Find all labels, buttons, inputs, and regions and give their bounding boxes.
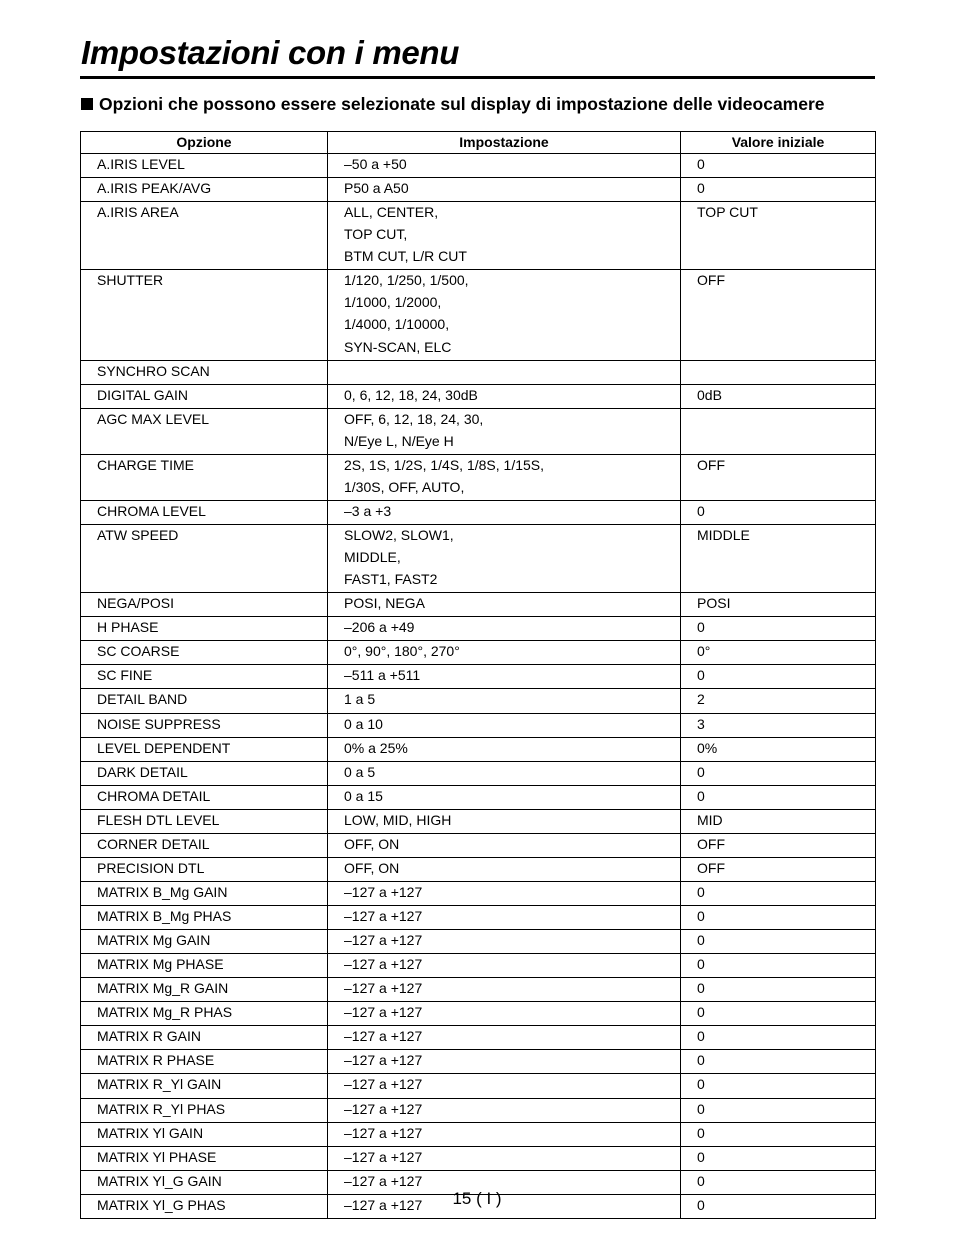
cell-setting: [328, 906, 681, 930]
table-row: [81, 270, 876, 360]
cell-setting: [328, 360, 681, 384]
setting-line: –127 a +127: [344, 1124, 423, 1141]
cell-setting: [328, 930, 681, 954]
cell-default: [681, 1122, 876, 1146]
table-row: [81, 954, 876, 978]
default-text: 0: [697, 1076, 705, 1093]
setting-line: –206 a +49: [344, 619, 415, 636]
setting-line: 1/120, 1/250, 1/500,: [344, 272, 469, 289]
option-text: MATRIX R GAIN: [97, 1028, 201, 1045]
setting-line: –127 a +127: [344, 980, 423, 997]
cell-setting: [328, 178, 681, 202]
cell-default: [681, 384, 876, 408]
option-text: MATRIX Mg_R PHAS: [97, 1004, 233, 1021]
cell-default: [681, 525, 876, 593]
option-text: MATRIX Mg PHASE: [97, 956, 224, 973]
table-row: [81, 154, 876, 178]
cell-setting: [328, 1146, 681, 1170]
table-row: [81, 1122, 876, 1146]
cell-option: [81, 154, 328, 178]
option-text: SC FINE: [97, 667, 153, 684]
cell-setting: [328, 785, 681, 809]
cell-default: [681, 454, 876, 500]
cell-default: [681, 833, 876, 857]
default-text: 0dB: [697, 386, 722, 403]
option-text: MATRIX Yl GAIN: [97, 1124, 204, 1141]
option-text: SHUTTER: [97, 272, 164, 289]
cell-default: [681, 1050, 876, 1074]
cell-option: [81, 857, 328, 881]
default-text: 0: [697, 1196, 705, 1213]
option-text: DETAIL BAND: [97, 691, 188, 708]
cell-default: [681, 930, 876, 954]
title-rule: [80, 76, 875, 79]
cell-default: [681, 1146, 876, 1170]
cell-setting: [328, 154, 681, 178]
table-body: [81, 154, 876, 1219]
default-text: 0: [697, 1004, 705, 1021]
setting-line: MIDDLE,: [344, 549, 401, 566]
option-text: A.IRIS AREA: [97, 204, 179, 221]
default-text: MID: [697, 811, 723, 828]
default-text: [697, 362, 875, 384]
cell-default: [681, 154, 876, 178]
cell-option: [81, 593, 328, 617]
cell-option: [81, 833, 328, 857]
cell-option: [81, 1050, 328, 1074]
cell-option: [81, 1146, 328, 1170]
table-row: [81, 833, 876, 857]
cell-option: [81, 1026, 328, 1050]
cell-default: [681, 270, 876, 360]
cell-option: [81, 641, 328, 665]
option-text: FLESH DTL LEVEL: [97, 811, 220, 828]
setting-line: –127 a +127: [344, 1100, 423, 1117]
cell-option: [81, 954, 328, 978]
default-text: 0: [697, 1052, 705, 1069]
option-text: A.IRIS PEAK/AVG: [97, 180, 212, 197]
default-text: TOP CUT: [697, 204, 758, 221]
table-row: [81, 525, 876, 593]
default-text: 0: [697, 908, 705, 924]
option-text: CHROMA DETAIL: [97, 787, 211, 804]
setting-line: –127 a +127: [344, 1076, 423, 1093]
cell-option: [81, 737, 328, 761]
option-text: MATRIX Yl_G GAIN: [97, 1172, 222, 1189]
cell-option: [81, 1002, 328, 1026]
settings-table: [80, 131, 876, 1219]
default-text: 0: [697, 956, 705, 973]
cell-default: [681, 500, 876, 524]
cell-default: [681, 202, 876, 270]
cell-setting: [328, 761, 681, 785]
default-text: OFF: [697, 859, 725, 876]
cell-default: [681, 689, 876, 713]
table-row: [81, 1074, 876, 1098]
cell-setting: [328, 881, 681, 905]
cell-option: [81, 384, 328, 408]
cell-option: [81, 202, 328, 270]
option-text: H PHASE: [97, 619, 159, 636]
cell-default: [681, 761, 876, 785]
setting-line: 2S, 1S, 1/2S, 1/4S, 1/8S, 1/15S,: [344, 456, 545, 473]
setting-line: 0 a 10: [344, 715, 383, 732]
cell-setting: [328, 202, 681, 270]
setting-line: –127 a +127: [344, 1028, 423, 1045]
setting-line: –3 a +3: [344, 502, 392, 519]
cell-default: [681, 954, 876, 978]
default-text: 0%: [697, 739, 718, 756]
cell-setting: [328, 978, 681, 1002]
setting-line: LOW, MID, HIGH: [344, 811, 452, 828]
option-text: NEGA/POSI: [97, 595, 175, 612]
table-row: [81, 641, 876, 665]
cell-setting: [328, 689, 681, 713]
setting-line: SYN-SCAN, ELC: [344, 338, 452, 355]
cell-option: [81, 713, 328, 737]
option-text: NOISE SUPPRESS: [97, 715, 221, 732]
table-row: [81, 1026, 876, 1050]
cell-default: [681, 360, 876, 384]
default-text: 0: [697, 156, 705, 172]
cell-default: [681, 641, 876, 665]
table-row: [81, 809, 876, 833]
cell-setting: [328, 270, 681, 360]
cell-setting: [328, 1002, 681, 1026]
table-row: [81, 689, 876, 713]
table-row: [81, 202, 876, 270]
cell-option: [81, 500, 328, 524]
table-row: [81, 408, 876, 454]
setting-line: FAST1, FAST2: [344, 571, 438, 588]
square-bullet-icon: [81, 98, 93, 110]
setting-line: P50 a A50: [344, 180, 409, 197]
cell-default: [681, 785, 876, 809]
default-text: 0: [697, 180, 705, 197]
default-text: 0: [697, 502, 705, 519]
cell-setting: [328, 665, 681, 689]
cell-option: [81, 178, 328, 202]
default-text: 0: [697, 763, 705, 780]
table-header-row: [81, 132, 876, 154]
option-text: MATRIX R_Yl GAIN: [97, 1076, 222, 1093]
cell-setting: [328, 1026, 681, 1050]
cell-setting: [328, 384, 681, 408]
default-text: OFF: [697, 835, 725, 852]
setting-line: –127 a +127: [344, 908, 423, 924]
setting-line: ALL, CENTER,: [344, 204, 439, 221]
cell-option: [81, 906, 328, 930]
setting-line: OFF, ON: [344, 859, 400, 876]
option-text: MATRIX Mg GAIN: [97, 932, 211, 949]
option-text: MATRIX R_Yl PHAS: [97, 1100, 226, 1117]
setting-line: –127 a +127: [344, 1172, 423, 1189]
setting-line: 0, 6, 12, 18, 24, 30dB: [344, 386, 478, 403]
option-text: CHARGE TIME: [97, 456, 194, 473]
cell-default: [681, 665, 876, 689]
default-text: 2: [697, 691, 705, 708]
cell-option: [81, 525, 328, 593]
option-text: MATRIX B_Mg PHAS: [97, 908, 232, 924]
setting-line: –127 a +127: [344, 932, 423, 949]
table-row: [81, 906, 876, 930]
table-row: [81, 360, 876, 384]
default-text: 3: [697, 715, 705, 732]
default-text: 0: [697, 1148, 705, 1165]
option-text: DARK DETAIL: [97, 763, 188, 780]
option-text: CORNER DETAIL: [97, 835, 210, 852]
cell-option: [81, 689, 328, 713]
setting-line: 0°, 90°, 180°, 270°: [344, 643, 460, 660]
cell-option: [81, 617, 328, 641]
setting-line: 1/1000, 1/2000,: [344, 294, 442, 311]
table-row: [81, 1146, 876, 1170]
option-text: DIGITAL GAIN: [97, 386, 189, 403]
cell-setting: [328, 525, 681, 593]
cell-setting: [328, 500, 681, 524]
cell-option: [81, 408, 328, 454]
cell-default: [681, 881, 876, 905]
cell-option: [81, 1074, 328, 1098]
setting-line: BTM CUT, L/R CUT: [344, 248, 467, 265]
section-heading: [81, 93, 825, 115]
table-row: [81, 500, 876, 524]
option-text: MATRIX Yl_G PHAS: [97, 1196, 226, 1213]
cell-default: [681, 408, 876, 454]
default-text: 0: [697, 787, 705, 804]
cell-setting: [328, 737, 681, 761]
setting-line: 1/30S, OFF, AUTO,: [344, 478, 465, 495]
setting-line: SLOW2, SLOW1,: [344, 527, 454, 543]
cell-default: [681, 1026, 876, 1050]
section-heading-text: Opzioni che possono essere selezionate sul display di impostazione delle videocamere: [99, 94, 825, 114]
setting-line: –127 a +127: [344, 1196, 423, 1213]
option-text: MATRIX R PHASE: [97, 1052, 215, 1069]
option-text: AGC MAX LEVEL: [97, 410, 210, 427]
table-row: [81, 617, 876, 641]
setting-line: 0% a 25%: [344, 739, 408, 756]
table-row: [81, 881, 876, 905]
table-row: [81, 1050, 876, 1074]
cell-setting: [328, 408, 681, 454]
table-row: [81, 454, 876, 500]
cell-default: [681, 593, 876, 617]
cell-setting: [328, 454, 681, 500]
table-row: [81, 737, 876, 761]
option-text: MATRIX B_Mg GAIN: [97, 883, 228, 900]
setting-line: –127 a +127: [344, 883, 423, 900]
cell-default: [681, 617, 876, 641]
table-row: [81, 785, 876, 809]
setting-line: 1 a 5: [344, 691, 376, 708]
cell-setting: [328, 617, 681, 641]
table-row: [81, 178, 876, 202]
cell-setting: [328, 713, 681, 737]
option-text: MATRIX Yl PHASE: [97, 1148, 217, 1165]
setting-line: 0 a 5: [344, 763, 376, 780]
cell-default: [681, 178, 876, 202]
cell-default: [681, 809, 876, 833]
cell-option: [81, 1098, 328, 1122]
cell-setting: [328, 1050, 681, 1074]
cell-default: [681, 737, 876, 761]
default-text: 0: [697, 932, 705, 949]
cell-option: [81, 785, 328, 809]
cell-setting: [328, 857, 681, 881]
default-text: 0: [697, 1172, 705, 1189]
cell-option: [81, 930, 328, 954]
header-default: Valore iniziale: [681, 132, 876, 154]
option-text: SYNCHRO SCAN: [97, 362, 210, 379]
default-text: OFF: [697, 272, 725, 289]
table-row: [81, 978, 876, 1002]
default-text: 0: [697, 980, 705, 997]
cell-setting: [328, 641, 681, 665]
setting-line: TOP CUT,: [344, 226, 408, 243]
setting-line: [344, 362, 680, 384]
table-row: [81, 1002, 876, 1026]
cell-option: [81, 881, 328, 905]
cell-default: [681, 1074, 876, 1098]
table-row: [81, 384, 876, 408]
table-row: [81, 665, 876, 689]
cell-option: [81, 665, 328, 689]
table-row: [81, 1098, 876, 1122]
setting-line: –511 a +511: [344, 667, 421, 684]
cell-option: [81, 360, 328, 384]
default-text: 0: [697, 619, 705, 636]
table-row: [81, 593, 876, 617]
default-text: [697, 410, 875, 432]
cell-default: [681, 978, 876, 1002]
cell-option: [81, 1122, 328, 1146]
setting-line: OFF, 6, 12, 18, 24, 30,: [344, 410, 484, 427]
cell-setting: [328, 833, 681, 857]
cell-default: [681, 857, 876, 881]
default-text: 0: [697, 667, 705, 684]
cell-option: [81, 761, 328, 785]
setting-line: POSI, NEGA: [344, 595, 425, 612]
default-text: POSI: [697, 595, 731, 612]
cell-default: [681, 1002, 876, 1026]
cell-option: [81, 454, 328, 500]
table-row: [81, 761, 876, 785]
table-row: [81, 930, 876, 954]
default-text: 0°: [697, 643, 711, 660]
default-text: 0: [697, 1028, 705, 1045]
option-text: LEVEL DEPENDENT: [97, 739, 231, 756]
cell-default: [681, 713, 876, 737]
option-text: A.IRIS LEVEL: [97, 156, 185, 172]
setting-line: OFF, ON: [344, 835, 400, 852]
setting-line: –127 a +127: [344, 1052, 423, 1069]
cell-setting: [328, 1074, 681, 1098]
cell-option: [81, 270, 328, 360]
cell-setting: [328, 1122, 681, 1146]
cell-default: [681, 906, 876, 930]
default-text: MIDDLE: [697, 527, 750, 543]
setting-line: –127 a +127: [344, 956, 423, 973]
setting-line: –50 a +50: [344, 156, 407, 172]
setting-line: –127 a +127: [344, 1004, 423, 1021]
cell-default: [681, 1098, 876, 1122]
header-setting: Impostazione: [328, 132, 681, 154]
cell-setting: [328, 593, 681, 617]
default-text: OFF: [697, 456, 725, 473]
option-text: MATRIX Mg_R GAIN: [97, 980, 229, 997]
cell-option: [81, 978, 328, 1002]
default-text: 0: [697, 1124, 705, 1141]
setting-line: N/Eye L, N/Eye H: [344, 432, 454, 449]
page-number: 15 ( I ): [452, 1189, 502, 1208]
setting-line: –127 a +127: [344, 1148, 423, 1165]
table-row: [81, 857, 876, 881]
table-row: [81, 713, 876, 737]
cell-option: [81, 809, 328, 833]
page-title: Impostazioni con i menu: [81, 34, 460, 71]
setting-line: 0 a 15: [344, 787, 383, 804]
header-option: Opzione: [81, 132, 328, 154]
cell-setting: [328, 1098, 681, 1122]
option-text: SC COARSE: [97, 643, 180, 660]
default-text: 0: [697, 1100, 705, 1117]
option-text: PRECISION DTL: [97, 859, 205, 876]
option-text: ATW SPEED: [97, 527, 179, 543]
option-text: CHROMA LEVEL: [97, 502, 206, 519]
cell-setting: [328, 954, 681, 978]
default-text: 0: [697, 883, 705, 900]
setting-line: 1/4000, 1/10000,: [344, 316, 450, 333]
cell-setting: [328, 809, 681, 833]
